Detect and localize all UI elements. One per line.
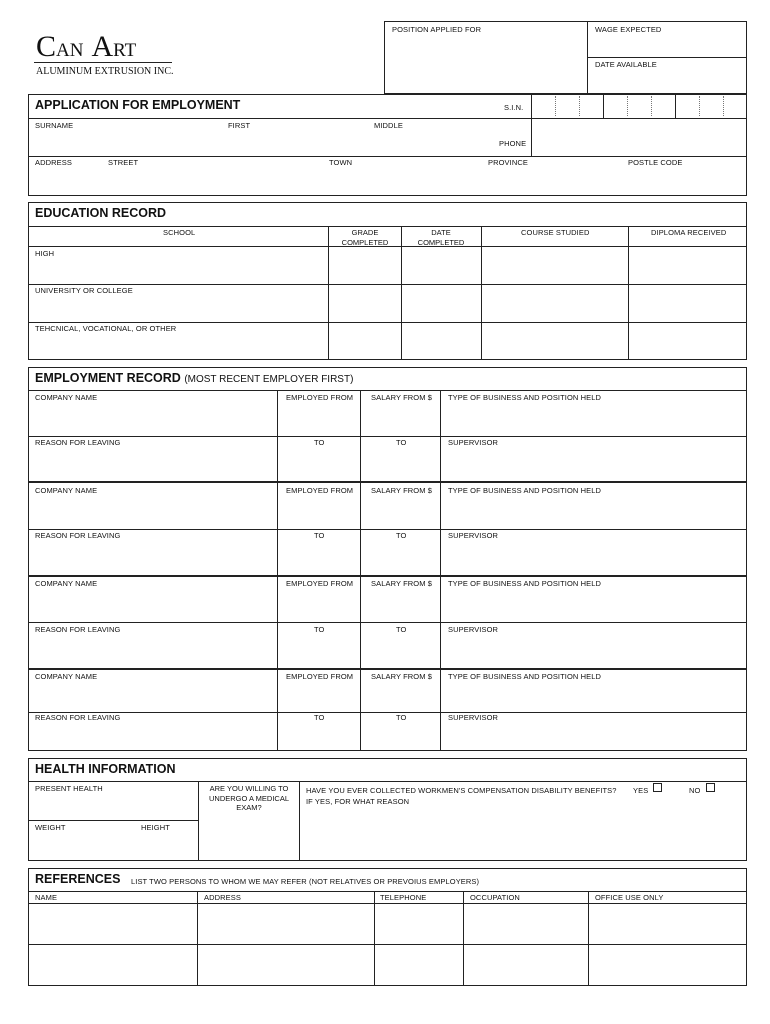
position-applied-field[interactable] xyxy=(385,36,586,92)
sin-input[interactable] xyxy=(532,95,746,117)
province-label: PROVINCE xyxy=(488,158,528,167)
company-name-label: COMPANY NAME xyxy=(35,672,98,681)
reason-leaving-label: REASON FOR LEAVING xyxy=(35,531,121,540)
no-checkbox[interactable] xyxy=(706,783,715,792)
phone-label: PHONE xyxy=(499,139,527,148)
salary-from-label: SALARY FROM $ xyxy=(371,672,433,681)
yes-checkbox[interactable] xyxy=(653,783,662,792)
reason-leaving-label: REASON FOR LEAVING xyxy=(35,713,121,722)
education-row-university: UNIVERSITY OR COLLEGE xyxy=(35,286,133,295)
office-use-header: OFFICE USE ONLY xyxy=(595,893,664,902)
company-subtitle: ALUMINUM EXTRUSION INC. xyxy=(36,66,174,77)
education-high-field[interactable] xyxy=(29,258,327,283)
salary-from-label: SALARY FROM $ xyxy=(371,486,433,495)
education-row-high: HIGH xyxy=(35,249,55,258)
name-field[interactable] xyxy=(29,130,529,155)
present-health-label: PRESENT HEALTH xyxy=(35,784,103,793)
if-yes-reason-label: IF YES, FOR WHAT REASON xyxy=(306,797,410,806)
employed-from-label: EMPLOYED FROM xyxy=(286,393,354,402)
company-name-label: COMPANY NAME xyxy=(35,393,98,402)
supervisor-label: SUPERVISOR xyxy=(448,531,499,540)
company-name-label: COMPANY NAME xyxy=(35,579,98,588)
weight-label: WEIGHT xyxy=(35,823,66,832)
salary-from-label: SALARY FROM $ xyxy=(371,579,433,588)
education-technical-field[interactable] xyxy=(29,334,327,359)
height-label: HEIGHT xyxy=(141,823,170,832)
salary-to-label: TO xyxy=(396,713,407,722)
sin-label: S.I.N. xyxy=(504,103,524,112)
course-studied-header: COURSE STUDIED xyxy=(521,228,590,237)
reference-row-1[interactable] xyxy=(29,904,587,943)
employed-to-label: TO xyxy=(314,713,325,722)
street-label: STREET xyxy=(108,158,139,167)
company-name-label: COMPANY NAME xyxy=(35,486,98,495)
employed-from-label: EMPLOYED FROM xyxy=(286,579,354,588)
address-field[interactable] xyxy=(29,168,746,195)
surname-label: SURNAME xyxy=(35,121,74,130)
company-logo: CAN ART xyxy=(36,30,137,63)
company-name-field[interactable] xyxy=(29,497,275,528)
reason-leaving-label: REASON FOR LEAVING xyxy=(35,438,121,447)
employment-title: EMPLOYMENT RECORD (MOST RECENT EMPLOYER FIRST) xyxy=(35,371,354,385)
compensation-reason-field[interactable] xyxy=(300,808,746,860)
diploma-received-header: DIPLOMA RECEIVED xyxy=(651,228,727,237)
company-name-field[interactable] xyxy=(29,404,275,435)
first-name-label: FIRST xyxy=(228,121,251,130)
no-label: NO xyxy=(689,786,701,795)
education-university-field[interactable] xyxy=(29,296,327,321)
reason-leaving-field[interactable] xyxy=(29,449,275,480)
phone-field[interactable] xyxy=(532,119,746,155)
reason-leaving-field[interactable] xyxy=(29,636,275,667)
school-header: SCHOOL xyxy=(163,228,196,237)
type-business-label: TYPE OF BUSINESS AND POSITION HELD xyxy=(448,672,602,681)
workmens-comp-label: HAVE YOU EVER COLLECTED WORKMEN'S COMPENSATION DISABILITY BENEFITS? xyxy=(306,786,617,795)
wage-expected-label: WAGE EXPECTED xyxy=(595,25,662,34)
education-row-technical: TEHCNICAL, VOCATIONAL, OR OTHER xyxy=(35,324,177,333)
town-label: TOWN xyxy=(329,158,353,167)
reference-occupation-header: OCCUPATION xyxy=(470,893,520,902)
middle-name-label: MIDDLE xyxy=(374,121,403,130)
weight-height-field[interactable] xyxy=(29,833,197,860)
supervisor-label: SUPERVISOR xyxy=(448,713,499,722)
employed-to-label: TO xyxy=(314,438,325,447)
employed-to-label: TO xyxy=(314,625,325,634)
yes-label: YES xyxy=(633,786,649,795)
salary-to-label: TO xyxy=(396,438,407,447)
employed-from-label: EMPLOYED FROM xyxy=(286,672,354,681)
reference-row-2[interactable] xyxy=(29,945,587,985)
reason-leaving-label: REASON FOR LEAVING xyxy=(35,625,121,634)
reference-address-header: ADDRESS xyxy=(204,893,241,902)
reference-name-header: NAME xyxy=(35,893,58,902)
references-title: REFERENCES xyxy=(35,872,121,886)
company-name-field[interactable] xyxy=(29,590,275,621)
type-business-label: TYPE OF BUSINESS AND POSITION HELD xyxy=(448,393,602,402)
date-available-label: DATE AVAILABLE xyxy=(595,60,657,69)
salary-from-label: SALARY FROM $ xyxy=(371,393,433,402)
type-business-label: TYPE OF BUSINESS AND POSITION HELD xyxy=(448,486,602,495)
salary-to-label: TO xyxy=(396,531,407,540)
wage-expected-field[interactable] xyxy=(588,36,746,56)
employed-to-label: TO xyxy=(314,531,325,540)
medical-exam-label: ARE YOU WILLING TO UNDERGO A MEDICAL EXAM? xyxy=(208,784,290,812)
postal-code-label: POSTLE CODE xyxy=(628,158,683,167)
date-available-field[interactable] xyxy=(588,70,746,93)
address-label: ADDRESS xyxy=(35,158,72,167)
type-business-label: TYPE OF BUSINESS AND POSITION HELD xyxy=(448,579,602,588)
employed-from-label: EMPLOYED FROM xyxy=(286,486,354,495)
supervisor-label: SUPERVISOR xyxy=(448,625,499,634)
position-applied-label: POSITION APPLIED FOR xyxy=(392,25,482,34)
references-note: LIST TWO PERSONS TO WHOM WE MAY REFER (NOT RELATIVES OR PREVOIUS EMPLOYERS) xyxy=(131,877,480,886)
supervisor-label: SUPERVISOR xyxy=(448,438,499,447)
logo-rule xyxy=(34,62,172,63)
reference-telephone-header: TELEPHONE xyxy=(380,893,427,902)
education-title: EDUCATION RECORD xyxy=(35,206,167,220)
grade-completed-header: GRADE COMPLETED xyxy=(341,228,389,247)
company-name-field[interactable] xyxy=(29,683,275,711)
reason-leaving-field[interactable] xyxy=(29,542,275,573)
reason-leaving-field[interactable] xyxy=(29,724,275,750)
application-title: APPLICATION FOR EMPLOYMENT xyxy=(35,98,241,112)
salary-to-label: TO xyxy=(396,625,407,634)
health-title: HEALTH INFORMATION xyxy=(35,762,176,776)
present-health-field[interactable] xyxy=(29,794,197,819)
date-completed-header: DATE COMPLETED xyxy=(417,228,465,247)
